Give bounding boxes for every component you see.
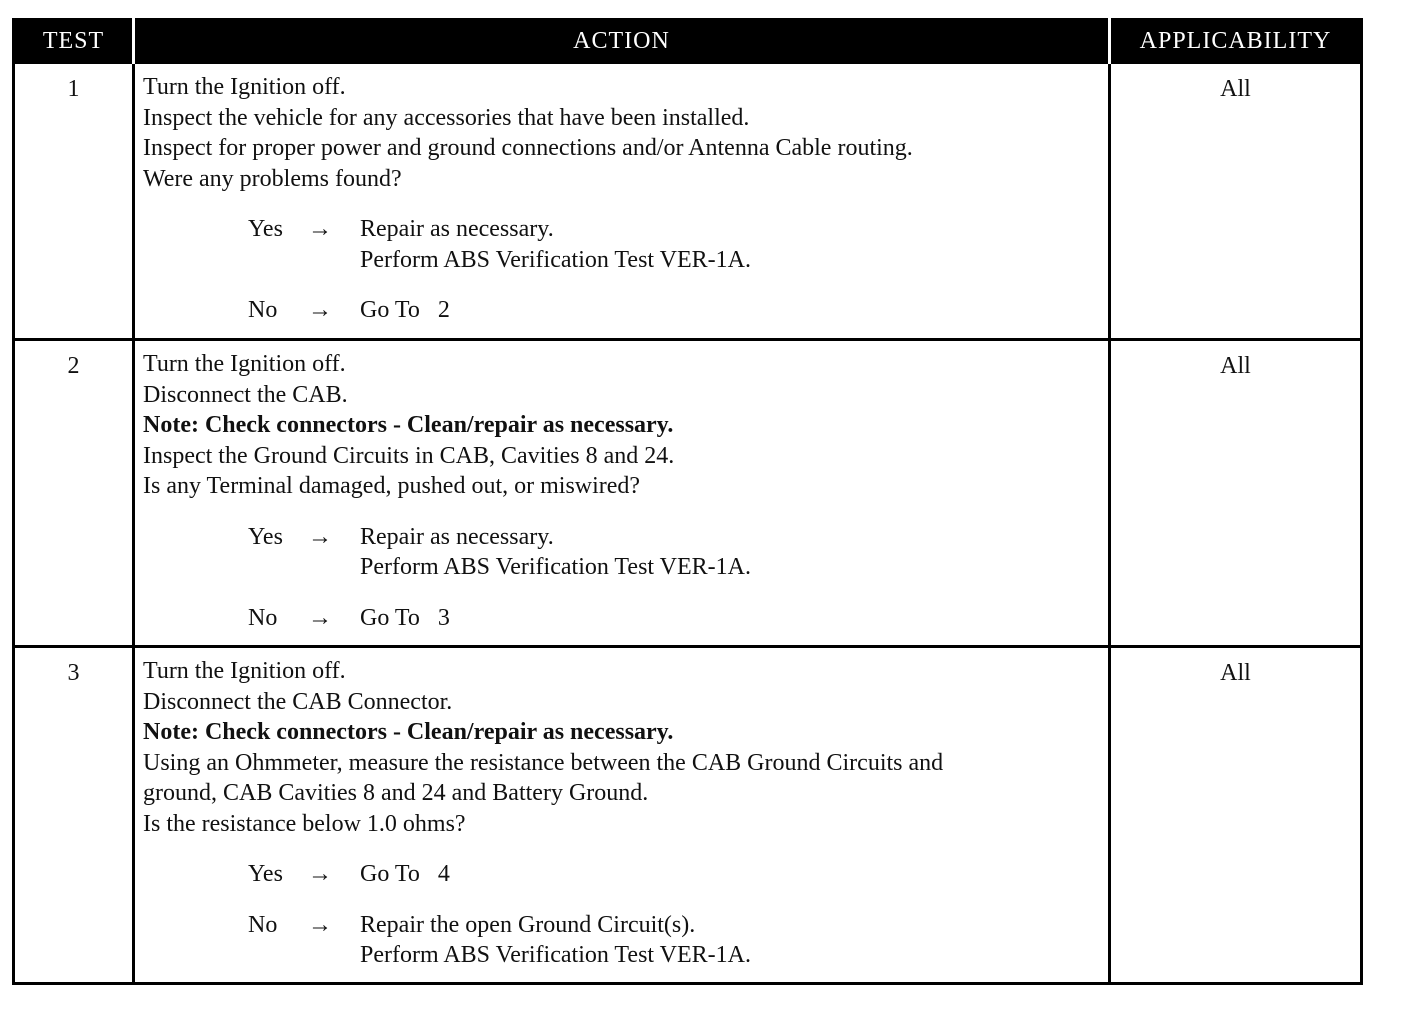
table-header-row bbox=[14, 20, 1362, 63]
yes-label: Yes bbox=[248, 523, 283, 550]
header-action: ACTION bbox=[134, 20, 1110, 63]
no-result bbox=[360, 603, 450, 634]
test-number: 3 bbox=[14, 647, 134, 984]
test-number: 1 bbox=[14, 63, 134, 340]
no-label: No bbox=[248, 911, 278, 938]
action-line: Disconnect the CAB Connector. bbox=[143, 688, 453, 715]
result-line: Perform ABS Verification Test VER-1A. bbox=[360, 554, 751, 580]
applicability-cell: All bbox=[1110, 647, 1362, 984]
yes-choice bbox=[143, 214, 1102, 275]
answer-choices bbox=[143, 522, 1102, 634]
table-row bbox=[14, 63, 1362, 340]
arrow-icon: → bbox=[308, 861, 332, 887]
answer-choices bbox=[143, 859, 1102, 971]
action-question: Is the resistance below 1.0 ohms? bbox=[143, 810, 466, 837]
action-line: ground, CAB Cavities 8 and 24 and Battery Ground. bbox=[143, 780, 649, 806]
action-line: Inspect the vehicle for any accessories that have been installed. bbox=[143, 104, 750, 131]
yes-result bbox=[360, 522, 751, 583]
result-line: Repair as necessary. bbox=[360, 216, 554, 242]
action-line: Turn the Ignition off. bbox=[143, 74, 346, 100]
action-line: Inspect for proper power and ground connections and/or Antenna Cable routing. bbox=[143, 135, 913, 161]
result-line: Go To 4 bbox=[360, 861, 450, 887]
action-cell bbox=[134, 647, 1110, 984]
action-line: Turn the Ignition off. bbox=[143, 351, 346, 377]
no-label: No bbox=[248, 297, 278, 323]
arrow-icon: → bbox=[308, 216, 332, 242]
result-line: Perform ABS Verification Test VER-1A. bbox=[360, 246, 751, 273]
yes-label: Yes bbox=[248, 216, 283, 242]
action-cell bbox=[134, 63, 1110, 340]
diagnostic-test-table bbox=[12, 18, 1363, 985]
result-line: Perform ABS Verification Test VER-1A. bbox=[360, 942, 751, 968]
arrow-icon: → bbox=[308, 523, 332, 550]
arrow-icon: → bbox=[308, 911, 332, 938]
test-number: 2 bbox=[14, 340, 134, 647]
action-cell bbox=[134, 340, 1110, 647]
action-question: Were any problems found? bbox=[143, 165, 402, 192]
no-choice bbox=[143, 603, 1102, 634]
yes-result bbox=[360, 859, 450, 890]
action-line: Disconnect the CAB. bbox=[143, 381, 348, 408]
no-choice bbox=[143, 295, 1102, 326]
answer-choices bbox=[143, 214, 1102, 326]
note-line: Note: Check connectors - Clean/repair as necessary. bbox=[143, 412, 674, 438]
applicability-cell: All bbox=[1110, 63, 1362, 340]
action-line: Inspect the Ground Circuits in CAB, Cavities 8 and 24. bbox=[143, 442, 675, 469]
header-applicability: APPLICABILITY bbox=[1110, 20, 1362, 63]
no-result bbox=[360, 295, 450, 326]
yes-choice bbox=[143, 522, 1102, 583]
arrow-icon: → bbox=[308, 297, 332, 323]
table-row bbox=[14, 647, 1362, 984]
yes-choice bbox=[143, 859, 1102, 890]
no-choice bbox=[143, 910, 1102, 971]
action-line: Turn the Ignition off. bbox=[143, 658, 346, 684]
arrow-icon: → bbox=[308, 604, 332, 631]
action-line: Using an Ohmmeter, measure the resistance between the CAB Ground Circuits and bbox=[143, 749, 944, 776]
no-result bbox=[360, 910, 751, 971]
yes-label: Yes bbox=[248, 861, 283, 887]
no-label: No bbox=[248, 604, 278, 631]
action-question: Is any Terminal damaged, pushed out, or miswired? bbox=[143, 473, 641, 499]
result-line: Go To 2 bbox=[360, 297, 450, 323]
result-line: Repair as necessary. bbox=[360, 523, 554, 550]
applicability-cell: All bbox=[1110, 340, 1362, 647]
table-row bbox=[14, 340, 1362, 647]
result-line: Repair the open Ground Circuit(s). bbox=[360, 911, 696, 938]
yes-result bbox=[360, 214, 751, 275]
header-test: TEST bbox=[14, 20, 134, 63]
result-line: Go To 3 bbox=[360, 604, 450, 631]
diagnostic-test-document bbox=[12, 18, 1360, 985]
note-line: Note: Check connectors - Clean/repair as necessary. bbox=[143, 719, 674, 745]
